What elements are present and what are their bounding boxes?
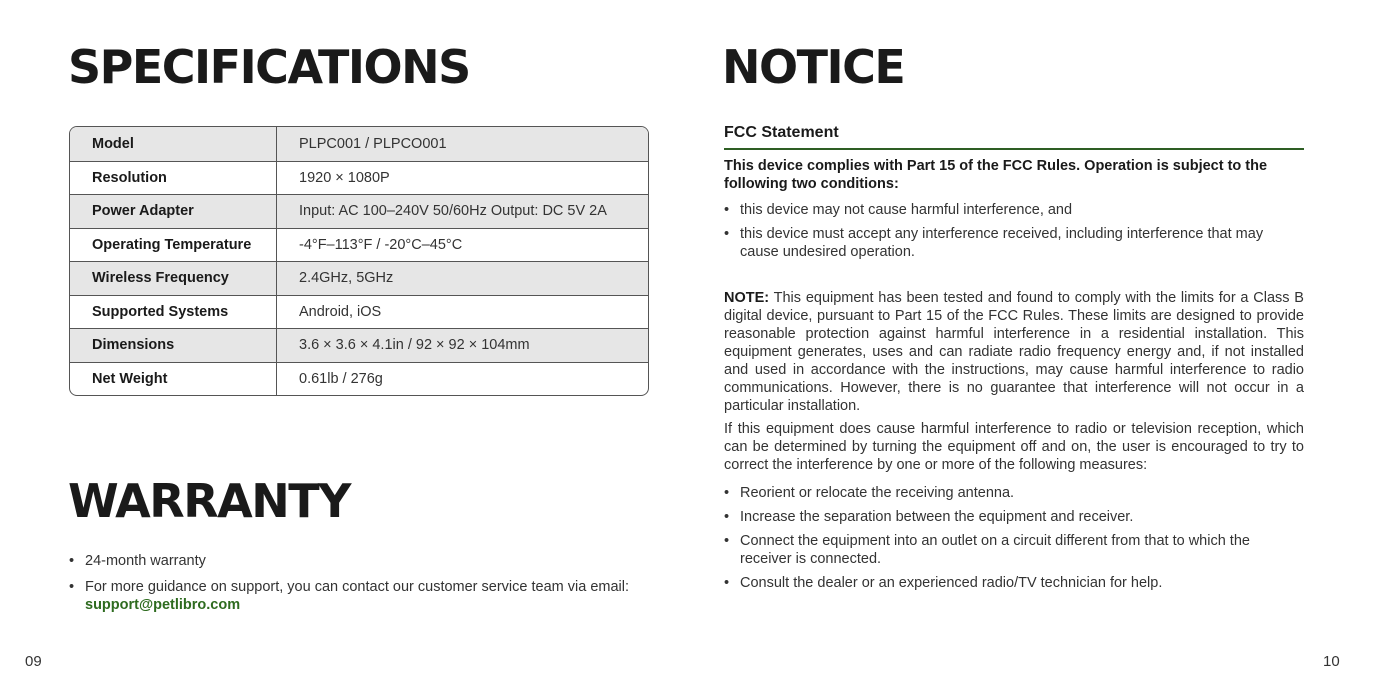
spec-value: Android, iOS: [299, 303, 382, 320]
fcc-statement-heading: FCC Statement: [724, 124, 1304, 150]
spec-value: PLPC001 / PLPCO001: [299, 135, 447, 152]
note-label: NOTE:: [724, 290, 770, 306]
spec-value: 0.61lb / 276g: [299, 370, 383, 387]
right-page: [687, 0, 1374, 688]
spec-label: Resolution: [70, 162, 277, 195]
list-item: • Increase the separation between the equipment and receiver.: [724, 508, 1304, 526]
warranty-support-text: For more guidance on support, you can contact our customer service team via email:: [85, 579, 630, 595]
table-row: [70, 194, 648, 228]
conditions-list: [724, 201, 1304, 261]
page-number-right: 10: [1323, 653, 1340, 670]
warranty-list: [69, 552, 629, 614]
specifications-table: [69, 126, 649, 396]
spec-label: Dimensions: [70, 329, 277, 362]
table-row: [70, 261, 648, 295]
fcc-intro: This device complies with Part 15 of the FCC Rules. Operation is subject to the following two conditions:: [724, 158, 1268, 192]
list-item: • this device must accept any interference received, including interference that may cause undesired operation.: [724, 225, 1304, 261]
table-row: [70, 295, 648, 329]
list-item: • 24-month warranty: [69, 552, 629, 570]
spec-value: Input: AC 100–240V 50/60Hz Output: DC 5V 2A: [299, 203, 607, 220]
note-paragraph: [724, 289, 1304, 415]
list-item: • this device may not cause harmful interference, and: [724, 201, 1304, 219]
list-item: • Connect the equipment into an outlet on a circuit different from that to which the receiver is connected.: [724, 532, 1304, 568]
spec-label: Power Adapter: [70, 195, 277, 228]
spec-value: 1920 × 1080P: [299, 169, 390, 186]
notice-title: NOTICE: [722, 40, 905, 94]
support-email-link[interactable]: support@petlibro.com: [85, 597, 241, 613]
spec-label: Model: [70, 127, 277, 161]
note-text: This equipment has been tested and found to comply with the limits for a Class B digital device, pursuant to Part 15 of the FCC Rules. These limits are designed to provide reasonable protection against harmful interference in a residential installation. This equipment generates, uses and can radiate radio frequency energy and, if not installed and used in accordance with the instructions, may cause harmful interference to radio communications. However, there is no guarantee that interference will not occur in a particular installation.: [724, 290, 1304, 414]
list-item: • Consult the dealer or an experienced radio/TV technician for help.: [724, 574, 1304, 592]
table-row: [70, 228, 648, 262]
measures-intro: If this equipment does cause harmful interference to radio or television reception, which can be determined by turning the equipment off and on, the user is encouraged to try to correct the interference by one or more of the following measures:: [724, 421, 1304, 473]
spec-label: Supported Systems: [70, 296, 277, 329]
page-number-left: 09: [25, 653, 42, 670]
table-row: [70, 127, 648, 161]
specifications-title: SPECIFICATIONS: [68, 40, 470, 94]
spec-value: 3.6 × 3.6 × 4.1in / 92 × 92 × 104mm: [299, 337, 530, 354]
list-item: • Reorient or relocate the receiving antenna.: [724, 484, 1304, 502]
spec-value: 2.4GHz, 5GHz: [299, 270, 394, 287]
spec-value: -4°F–113°F / -20°C–45°C: [299, 236, 463, 253]
warranty-title: WARRANTY: [68, 474, 350, 528]
spec-label: Net Weight: [70, 363, 277, 396]
table-row: [70, 362, 648, 396]
list-item: [69, 578, 629, 614]
table-row: [70, 161, 648, 195]
spec-label: Operating Temperature: [70, 229, 277, 262]
table-row: [70, 328, 648, 362]
measures-list: [724, 484, 1304, 592]
spec-label: Wireless Frequency: [70, 262, 277, 295]
